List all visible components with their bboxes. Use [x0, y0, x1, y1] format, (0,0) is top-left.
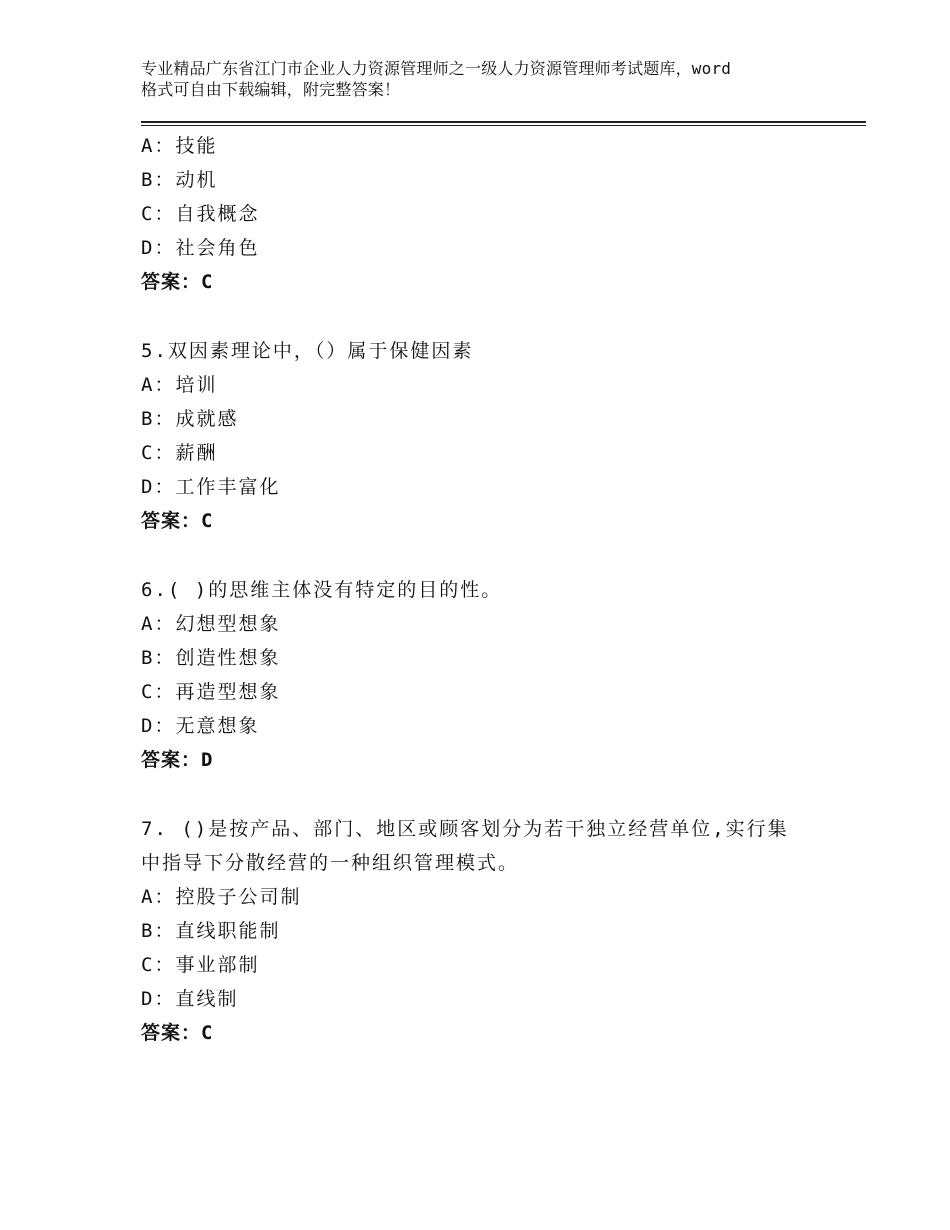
q4-option-d: D：社会角色	[141, 237, 260, 259]
q7-answer: 答案：C	[141, 1022, 214, 1044]
q7-question-line-1: 7. ()是按产品、部门、地区或顾客划分为若干独立经营单位,实行集	[141, 818, 789, 840]
q6-question: 6.( )的思维主体没有特定的目的性。	[141, 579, 503, 601]
q7-question-line-2: 中指导下分散经营的一种组织管理模式。	[141, 852, 520, 874]
q6-option-c: C：再造型想象	[141, 681, 281, 703]
header-rule-thick	[141, 121, 866, 123]
q5-option-c: C：薪酬	[141, 442, 218, 464]
q7-option-a: A：控股子公司制	[141, 886, 302, 908]
q5-option-d: D：工作丰富化	[141, 476, 281, 498]
q7-option-d: D：直线制	[141, 988, 239, 1010]
q7-option-b: B：直线职能制	[141, 920, 281, 942]
q5-answer: 答案：C	[141, 510, 214, 532]
header-line-1: 专业精品广东省江门市企业人力资源管理师之一级人力资源管理师考试题库，word	[141, 59, 732, 78]
q5-option-b: B：成就感	[141, 408, 239, 430]
q7-option-c: C：事业部制	[141, 954, 260, 976]
q6-option-b: B：创造性想象	[141, 647, 281, 669]
header-line-2: 格式可自由下载编辑，附完整答案！	[141, 80, 401, 99]
q6-option-a: A：幻想型想象	[141, 613, 281, 635]
document-header	[141, 58, 831, 100]
q4-option-c: C：自我概念	[141, 203, 260, 225]
q5-question: 5.双因素理论中，（）属于保健因素	[141, 340, 474, 362]
q6-answer: 答案：D	[141, 749, 214, 771]
q4-option-a: A：技能	[141, 135, 218, 157]
q5-option-a: A：培训	[141, 374, 218, 396]
header-rule-thin	[141, 125, 866, 126]
q6-option-d: D：无意想象	[141, 715, 260, 737]
q4-answer: 答案：C	[141, 271, 214, 293]
q4-option-b: B：动机	[141, 169, 218, 191]
